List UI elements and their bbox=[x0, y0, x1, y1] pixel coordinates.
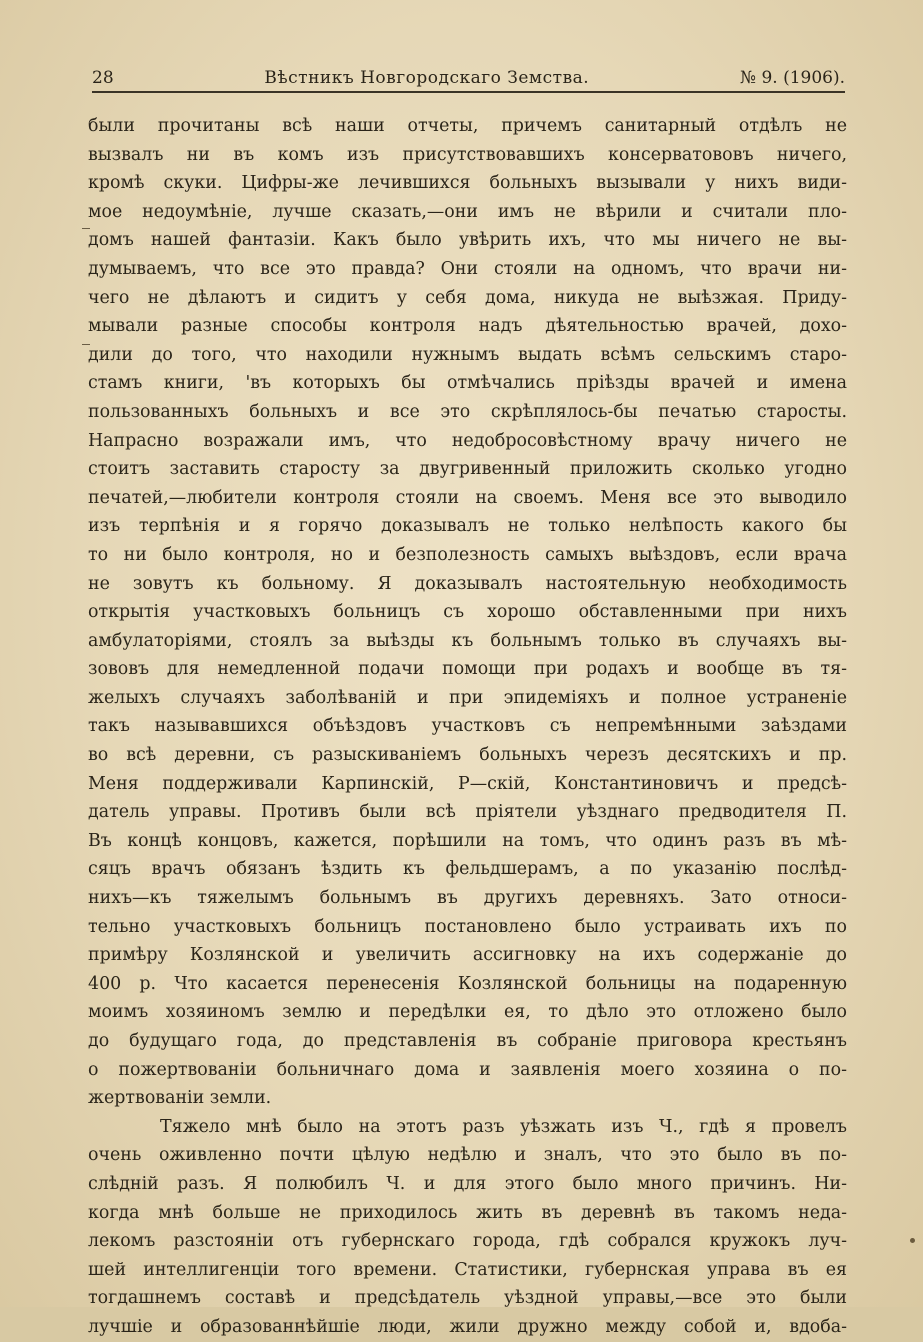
text-line: Въ концѣ концовъ, кажется, порѣшили на томъ, что одинъ разъ въ мѣ- bbox=[88, 830, 847, 851]
text-line: печатей,—любители контроля стояли на своемъ. Меня все это выводило bbox=[88, 487, 847, 508]
issue-number: № 9. (1906). bbox=[739, 68, 845, 88]
text-line: нихъ—къ тяжелымъ больнымъ въ другихъ деревняхъ. Зато относи- bbox=[88, 888, 847, 909]
text-line: жертвованіи земли. bbox=[88, 1088, 272, 1109]
text-line: до будущаго года, до представленія въ собраніе приговора крестьянъ bbox=[88, 1031, 847, 1051]
text-line: о пожертвованіи больничнаго дома и заявленія моего хозяина о по- bbox=[88, 1059, 847, 1080]
text-line: моимъ хозяиномъ землю и передѣлки ея, то дѣло это отложено было bbox=[88, 1002, 847, 1023]
text-line: стоитъ заставить старосту за двугривенный приложить сколько угодно bbox=[88, 459, 847, 480]
text-line: думываемъ, что все это правда? Они стояли на одномъ, что врачи ни- bbox=[88, 258, 847, 279]
text-line: мое недоумѣніе, лучше сказать,—они имъ не вѣрили и считали пло- bbox=[88, 201, 847, 222]
text-line: шей интеллигенціи того времени. Статистики, губернская управа въ ея bbox=[88, 1259, 847, 1280]
text-line: примѣру Козлянской и увеличить ассигновку на ихъ содержаніе до bbox=[88, 945, 847, 966]
text-line: стамъ книги, 'въ которыхъ бы отмѣчались пріѣзды врачей и имена bbox=[88, 373, 847, 394]
article-body bbox=[88, 112, 847, 1342]
page-number: 28 bbox=[92, 68, 114, 88]
text-line: дили до того, что находили нужнымъ выдать всѣмъ сельскимъ старо- bbox=[88, 344, 847, 365]
text-line: лучшіе и образованнѣйшіе люди, жили дружно между собой и, вдоба- bbox=[88, 1316, 847, 1337]
text-line: тогдашнемъ составѣ и предсѣдатель уѣздной управы,—все это были bbox=[88, 1288, 847, 1309]
text-line: домъ нашей фантазіи. Какъ было увѣрить ихъ, что мы ничего не вы- bbox=[88, 230, 847, 251]
text-line: кромѣ скуки. Цифры-же лечившихся больныхъ вызывали у нихъ види- bbox=[88, 173, 847, 194]
running-header bbox=[92, 56, 845, 93]
journal-title: Вѣстникъ Новгородскаго Земства. bbox=[264, 68, 590, 88]
text-line: пользованныхъ больныхъ и все это скрѣплялось-бы печатью старосты. bbox=[88, 401, 847, 422]
text-line: мывали разные способы контроля надъ дѣятельностью врачей, дохо- bbox=[88, 316, 847, 337]
text-line: открытія участковыхъ больницъ съ хорошо обставленными при нихъ bbox=[88, 602, 847, 623]
text-line: зововъ для немедленной подачи помощи при родахъ и вообще въ тя- bbox=[88, 659, 847, 680]
text-line: 400 р. Что касается перенесенія Козлянской больницы на подаренную bbox=[88, 973, 847, 994]
text-line: вызвалъ ни въ комъ изъ присутствовавшихъ консерватововъ ничего, bbox=[88, 144, 847, 165]
text-line: изъ терпѣнія и я горячо доказывалъ не только нелѣпость какого бы bbox=[88, 516, 847, 537]
text-line: Тяжело мнѣ было на этотъ разъ уѣзжать изъ Ч., гдѣ я провелъ bbox=[160, 1116, 847, 1137]
text-line: не зовутъ къ больному. Я доказывалъ настоятельную необходимость bbox=[88, 573, 847, 594]
text-line: очень оживленно почти цѣлую недѣлю и зналъ, что это было въ по- bbox=[88, 1145, 847, 1166]
text-line: слѣдній разъ. Я полюбилъ Ч. и для этого было много причинъ. Ни- bbox=[88, 1173, 847, 1194]
text-line: Меня поддерживали Карпинскій, Р—скій, Константиновичъ и предсѣ- bbox=[88, 773, 847, 794]
text-line: желыхъ случаяхъ заболѣваній и при эпидеміяхъ и полное устраненіе bbox=[88, 687, 847, 708]
text-line: лекомъ разстояніи отъ губернскаго города, гдѣ собрался кружокъ луч- bbox=[88, 1231, 847, 1252]
text-line: во всѣ деревни, съ разыскиваніемъ больныхъ черезъ десятскихъ и пр. bbox=[88, 745, 847, 766]
margin-mark bbox=[82, 228, 90, 229]
text-line: сяцъ врачъ обязанъ ѣздить къ фельдшерамъ, а по указанію послѣд- bbox=[88, 859, 847, 880]
margin-mark bbox=[82, 344, 90, 345]
text-line: были прочитаны всѣ наши отчеты, причемъ санитарный отдѣлъ не bbox=[88, 116, 847, 136]
text-line: тельно участковыхъ больницъ постановлено было устраивать ихъ по bbox=[88, 916, 847, 937]
text-line: то ни было контроля, но и безполезность самыхъ выѣздовъ, если врача bbox=[88, 544, 847, 565]
text-line: датель управы. Противъ были всѣ пріятели уѣзднаго предводителя П. bbox=[88, 802, 847, 823]
text-line: такъ называвшихся объѣздовъ участковъ съ непремѣнными заѣздами bbox=[88, 716, 847, 737]
text-line: Напрасно возражали имъ, что недобросовѣстному врачу ничего не bbox=[88, 430, 847, 451]
text-line: когда мнѣ больше не приходилось жить въ деревнѣ въ такомъ неда- bbox=[88, 1202, 847, 1223]
text-line: амбулаторіями, стоялъ за выѣзды къ больнымъ только въ случаяхъ вы- bbox=[88, 630, 847, 651]
text-line: чего не дѣлаютъ и сидитъ у себя дома, никуда не выѣзжая. Приду- bbox=[88, 287, 847, 308]
paper-speck bbox=[910, 1238, 915, 1243]
